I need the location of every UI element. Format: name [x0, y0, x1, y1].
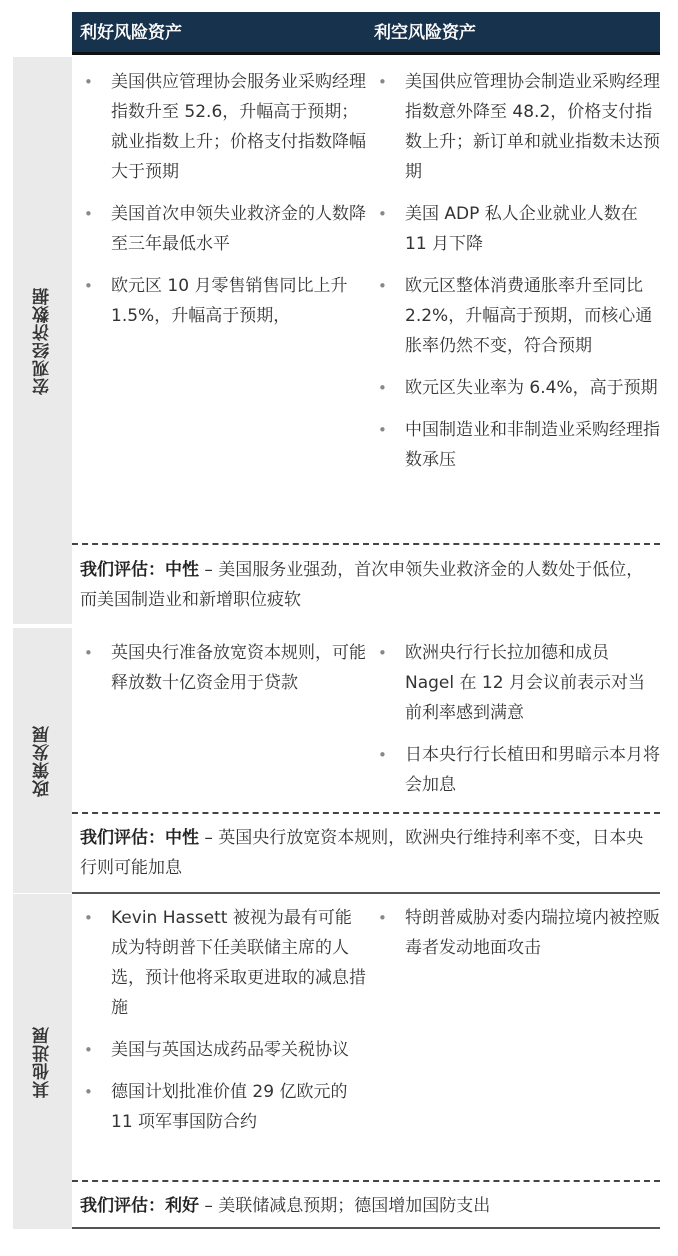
- section-sidebar: [13, 628, 72, 893]
- list-item: • 日本央行行长植田和男暗示本月将会加息: [370, 740, 660, 800]
- evaluation: [80, 1191, 650, 1221]
- section-macro-data: [13, 57, 660, 624]
- divider: [72, 543, 660, 545]
- list-item: • 特朗普威胁对委内瑞拉境内被控贩毒者发动地面攻击: [370, 903, 660, 963]
- list-item: • 欧元区 10 月零售销售同比上升 1.5%，升幅高于预期，: [76, 271, 366, 331]
- evaluation-label: 我们评估：中性: [80, 560, 199, 580]
- table-header: [72, 12, 660, 55]
- evaluation: [80, 555, 650, 615]
- section-sidebar: [13, 57, 72, 624]
- list-item: • 英国央行准备放宽资本规则，可能释放数十亿资金用于贷款: [76, 638, 366, 698]
- divider: [72, 1180, 660, 1182]
- evaluation: [80, 823, 650, 883]
- list-item: • 欧洲央行行长拉加德和成员 Nagel 在 12 月会议前表示对当前利率感到满意: [370, 638, 660, 728]
- table-bottom-border: [72, 1227, 660, 1229]
- section-sidebar: [13, 894, 72, 1229]
- list-item: • 中国制造业和非制造业采购经理指数承压: [370, 415, 660, 475]
- positive-column-title: 利好风险资产: [80, 23, 182, 43]
- section-policy: [13, 628, 660, 893]
- evaluation-text: – 英国央行放宽资本规则，欧洲央行维持利率不变，日本央行则可能加息: [80, 828, 644, 878]
- list-item: • 德国计划批准价值 29 亿欧元的 11 项军事国防合约: [76, 1077, 366, 1137]
- list-item: • 美国供应管理协会制造业采购经理指数意外降至 48.2，价格支付指数上升；新订单和就业指数未达预期: [370, 67, 660, 187]
- evaluation-label: 我们评估：利好: [80, 1196, 199, 1216]
- evaluation-text: – 美国服务业强劲，首次申领失业救济金的人数处于低位，而美国制造业和新增职位疲软: [80, 560, 644, 610]
- list-item: • 欧元区失业率为 6.4%，高于预期: [370, 373, 660, 403]
- negative-column: [370, 638, 660, 812]
- section-label: 其他进展: [33, 1025, 53, 1098]
- section-label: 宏观经济数据: [33, 286, 53, 395]
- list-item: • 美国与英国达成药品零关税协议: [76, 1035, 366, 1065]
- list-item: • 美国首次申领失业救济金的人数降至三年最低水平: [76, 199, 366, 259]
- negative-column-title: 利空风险资产: [374, 23, 476, 43]
- evaluation-label: 我们评估：中性: [80, 828, 199, 848]
- section-other: [13, 894, 660, 1229]
- positive-column: [76, 903, 366, 1149]
- negative-column: [370, 903, 660, 975]
- list-item: • Kevin Hassett 被视为最有可能成为特朗普下任美联储主席的人选，预计他将采取更进取的减息措施: [76, 903, 366, 1023]
- positive-column: [76, 67, 366, 343]
- negative-column: [370, 67, 660, 487]
- list-item: • 美国 ADP 私人企业就业人数在 11 月下降: [370, 199, 660, 259]
- positive-column: [76, 638, 366, 710]
- evaluation-text: – 美联储减息预期；德国增加国防支出: [199, 1196, 491, 1216]
- list-item: • 欧元区整体消费通胀率升至同比 2.2%，升幅高于预期，而核心通胀率仍然不变，符合预期: [370, 271, 660, 361]
- section-label: 政策发展: [33, 724, 53, 797]
- divider: [72, 812, 660, 814]
- list-item: • 美国供应管理协会服务业采购经理指数升至 52.6，升幅高于预期；就业指数上升；价格支付指数降幅大于预期: [76, 67, 366, 187]
